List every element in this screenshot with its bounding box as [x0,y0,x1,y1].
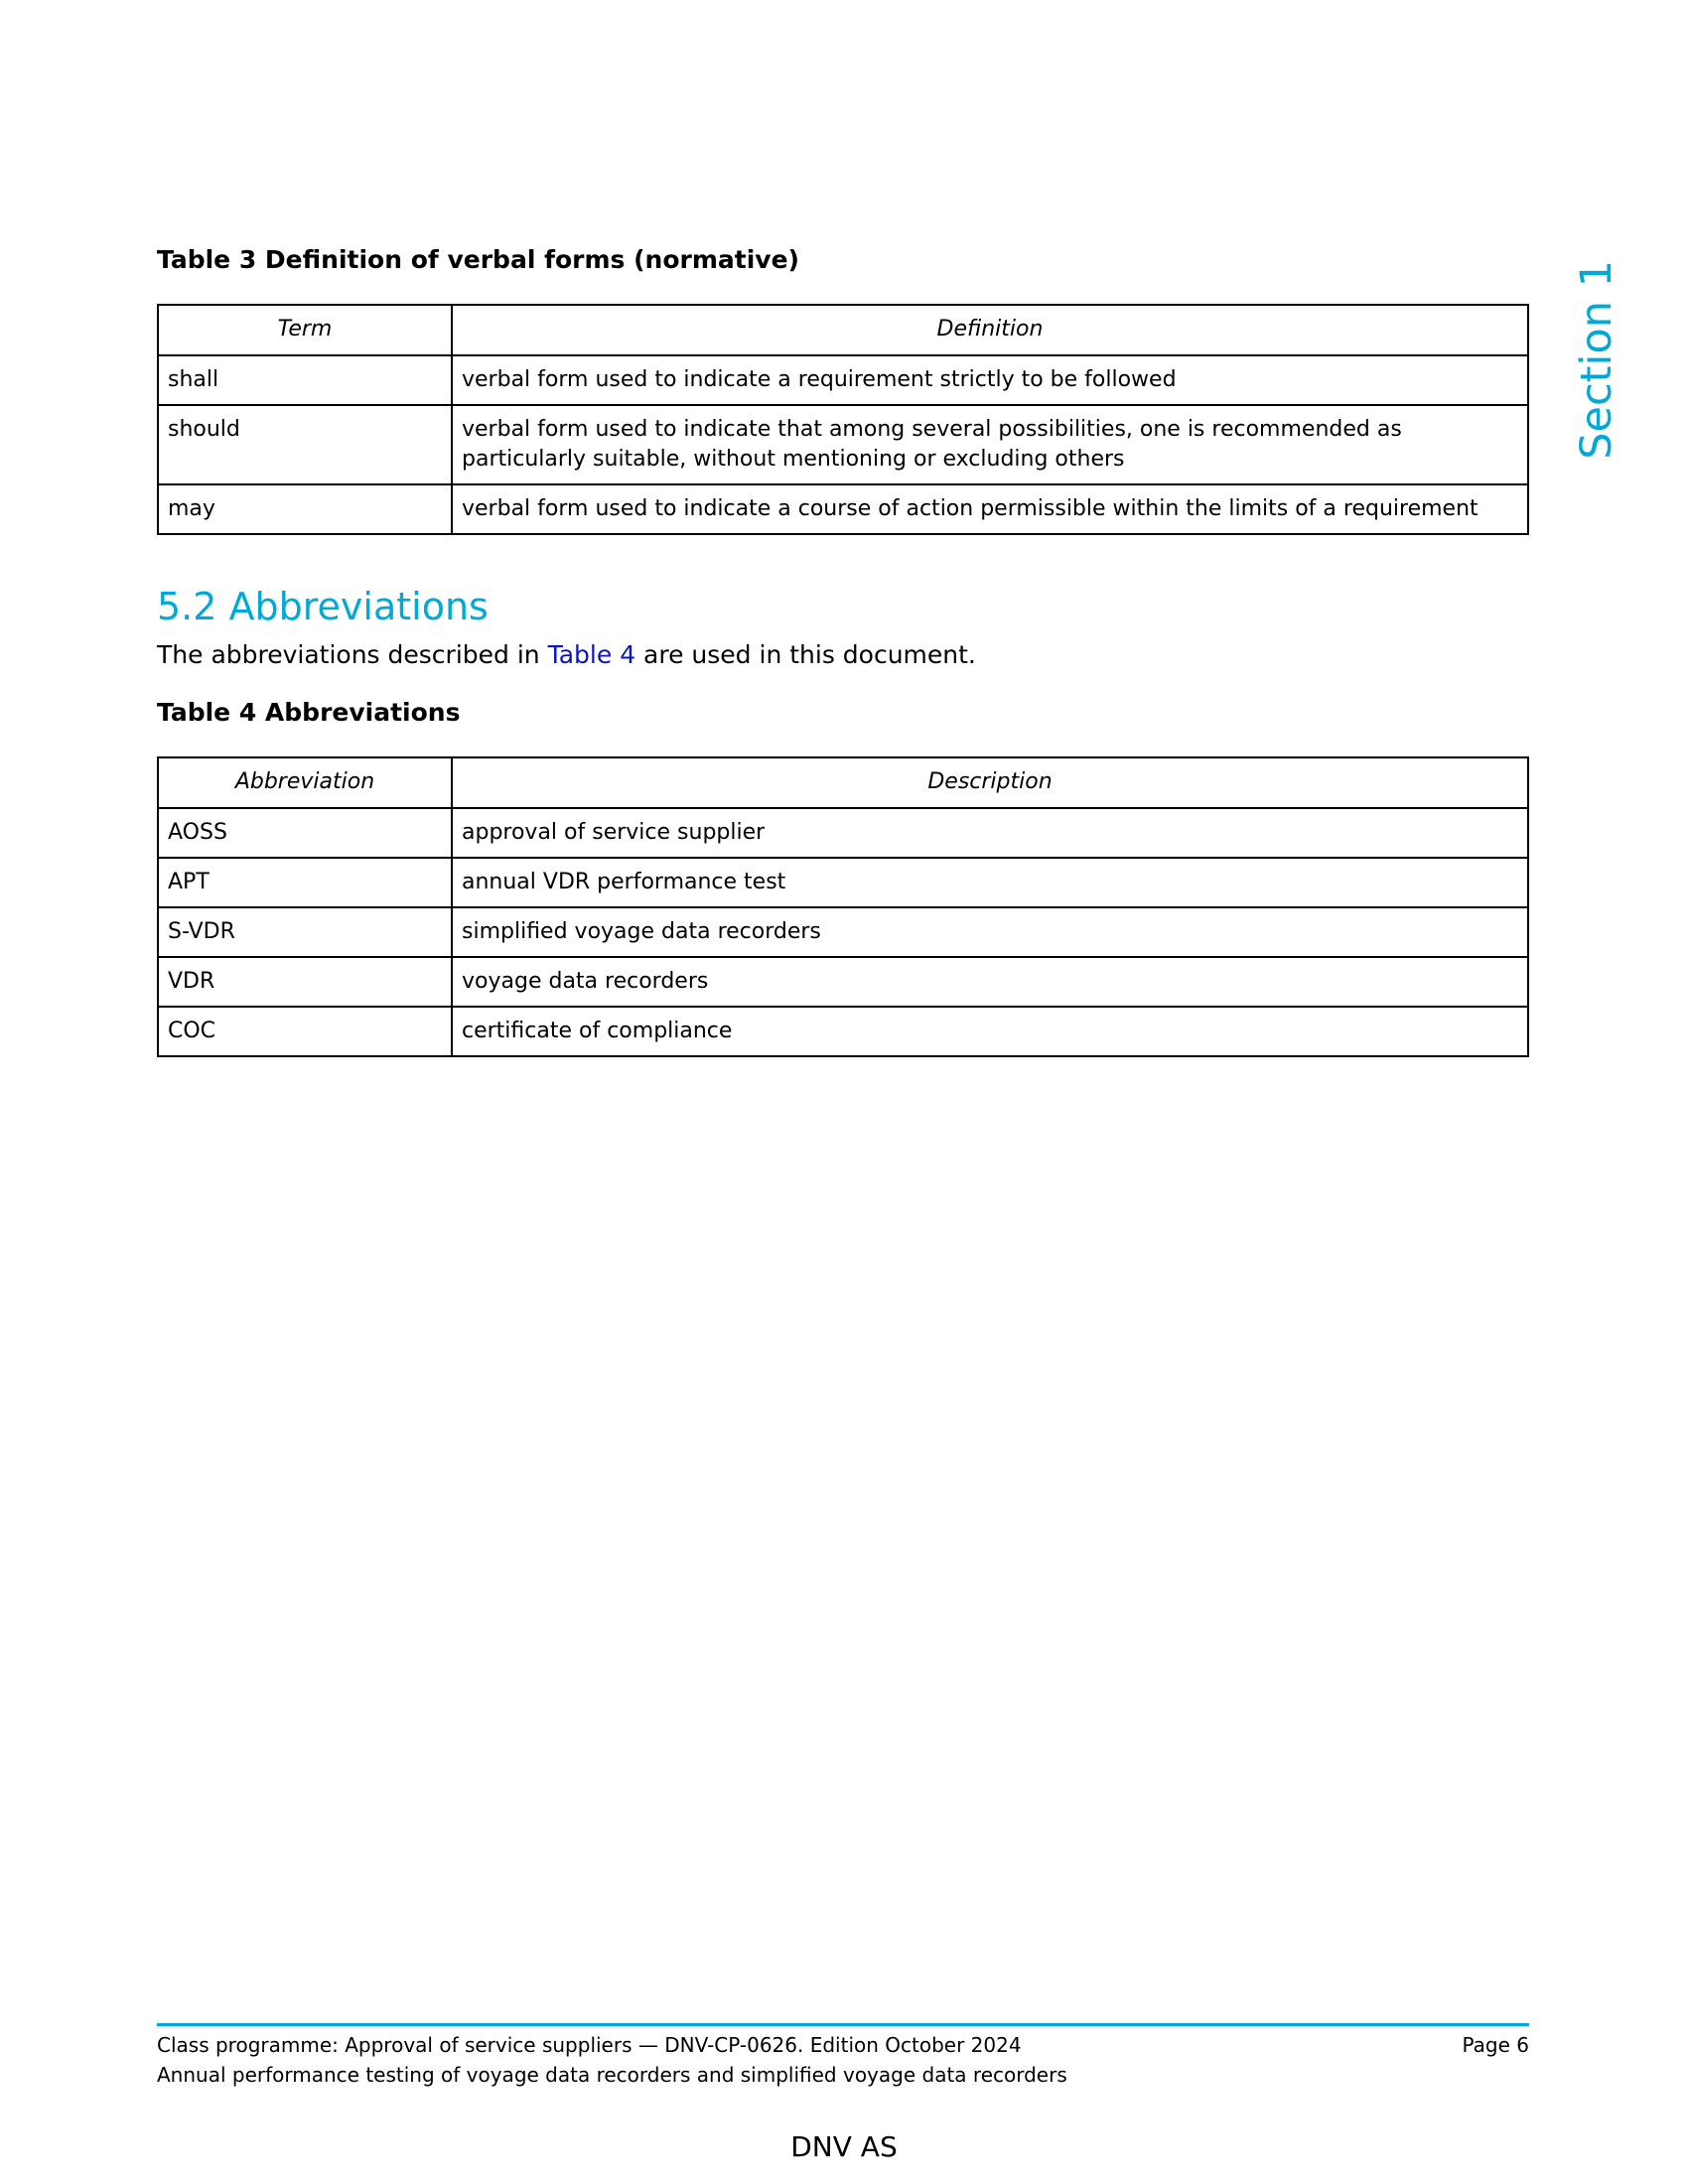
table-row [158,484,1528,534]
abbreviation-cell: VDR [158,957,452,1007]
table3-verbal-forms [157,304,1529,535]
footer-document-title: Class programme: Approval of service suppliers — DNV-CP-0626. Edition October 2024 [157,2033,1022,2057]
table-row [158,355,1528,405]
description-cell: voyage data recorders [452,957,1528,1007]
body-text-before: The abbreviations described in [157,640,548,669]
abbreviation-cell: AOSS [158,808,452,858]
column-header-abbreviation: Abbreviation [158,757,452,808]
table-row [158,858,1528,907]
table-row [158,957,1528,1007]
description-cell: certificate of compliance [452,1007,1528,1056]
term-cell: may [158,484,452,534]
body-text-after: are used in this document. [635,640,976,669]
footer-company: DNV AS [790,2130,898,2163]
page-number: Page 6 [1462,2033,1529,2057]
table-row [158,405,1528,484]
footer-document-subtitle: Annual performance testing of voyage data recorders and simplified voyage data recorders [157,2063,1067,2087]
term-cell: shall [158,355,452,405]
abbreviation-cell: APT [158,858,452,907]
table4-cross-reference-link[interactable]: Table 4 [547,640,636,669]
description-cell: simplified voyage data recorders [452,907,1528,957]
column-header-description: Description [452,757,1528,808]
table-header-row [158,305,1528,355]
section-body-text [157,640,976,670]
term-cell: should [158,405,452,484]
description-cell: annual VDR performance test [452,858,1528,907]
definition-cell: verbal form used to indicate that among several possibilities, one is recommended as particularly suitable, without mentioning or excluding others [452,405,1528,484]
table-row [158,808,1528,858]
definition-cell: verbal form used to indicate a course of action permissible within the limits of a requirement [452,484,1528,534]
table-row [158,907,1528,957]
abbreviation-cell: COC [158,1007,452,1056]
table-header-row [158,757,1528,808]
column-header-definition: Definition [452,305,1528,355]
footer-divider [157,2023,1529,2026]
column-header-term: Term [158,305,452,355]
section-side-tab [1567,260,1626,469]
definition-cell: verbal form used to indicate a requirement strictly to be followed [452,355,1528,405]
abbreviation-cell: S-VDR [158,907,452,957]
side-tab-label: Section 1 [1572,260,1621,460]
description-cell: approval of service supplier [452,808,1528,858]
section-heading: 5.2 Abbreviations [157,585,489,628]
table4-caption: Table 4 Abbreviations [157,698,461,727]
table4-abbreviations [157,756,1529,1057]
table3-caption: Table 3 Definition of verbal forms (normative) [157,245,799,274]
table-row [158,1007,1528,1056]
